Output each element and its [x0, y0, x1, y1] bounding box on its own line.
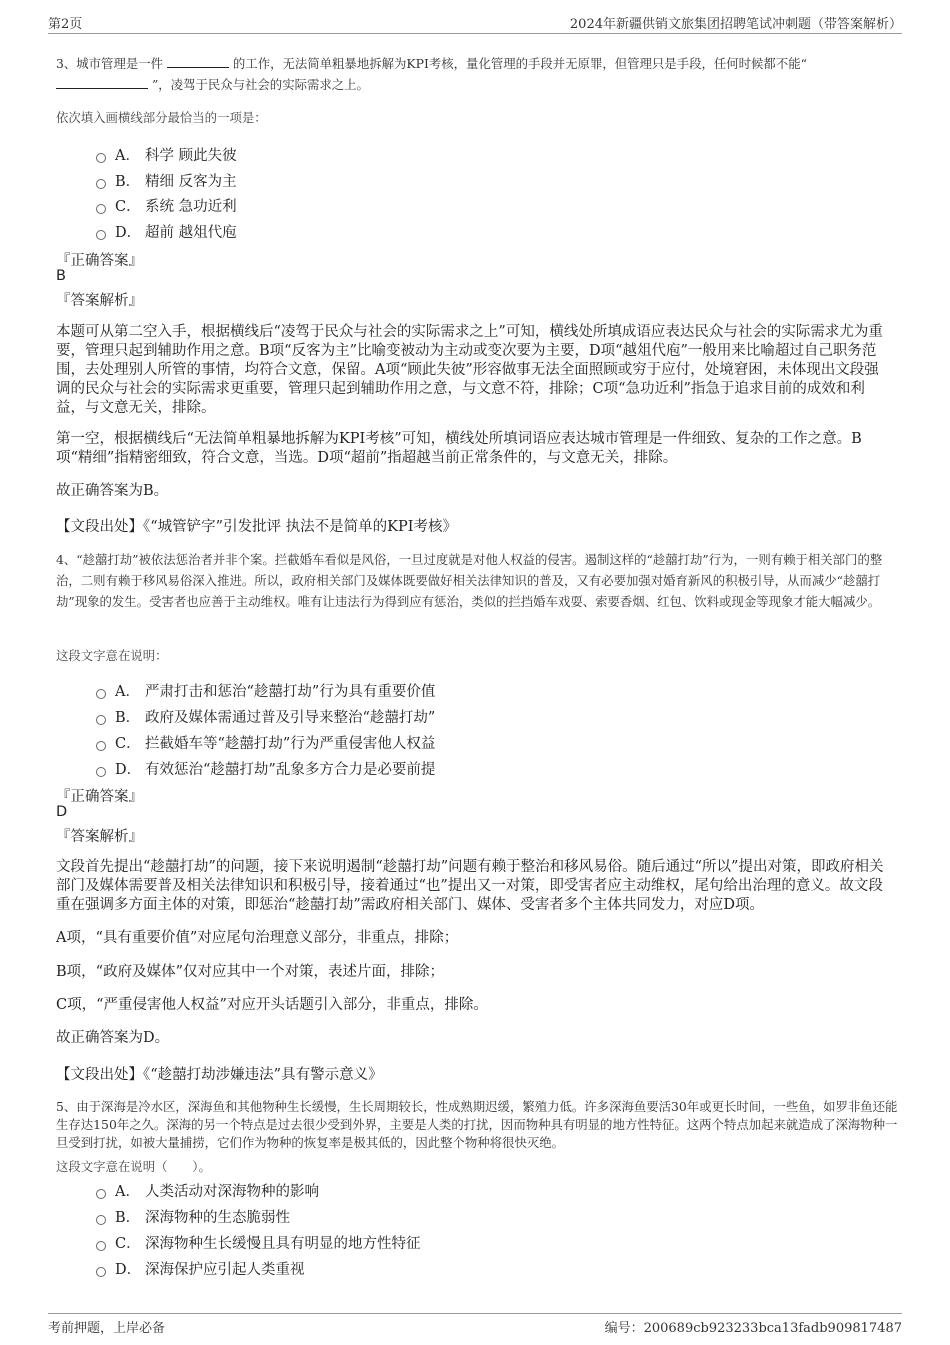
page-header	[48, 13, 902, 34]
question-4-stem: 4、“趁囍打劫”被依法惩治者并非个案。拦截婚车看似是风俗，一旦过度就是对他人权益的侵害。遏制这样的“趁囍打劫”行为，一则有赖于相关部门的整治，二则有赖于移风易俗深入推进。所以，政府相关部门及媒体既要做好相关法律知识的普及，又有必要加强对婚育新风的积极引导，从而减少“趁囍打劫”现象的发生。受害者也应善于主动维权。唯有让违法行为得到应有惩治，类似的拦挡婚车戏耍、索要香烟、红包、饮料或现金等现象才能大幅减少。	[56, 552, 883, 609]
radio-icon[interactable]	[96, 1189, 106, 1199]
q3-analysis-paragraph: 第一空，根据横线后“无法简单粗暴地拆解为KPI考核”可知，横线处所填词语应表达城市管理是一件细致、复杂的工作之意。B项“精细”指精密细致，符合文意，当选。D项“超前”指超越当前正常条件的，与文意无关，排除。	[56, 431, 862, 466]
q3-stem-part3: ”，凌驾于民众与社会的实际需求之上。	[151, 77, 369, 92]
q3-analysis-paragraph: 本题可从第二空入手，根据横线后“凌驾于民众与社会的实际需求之上”可知，横线处所填成语应表达民众与社会的实际需求尤为重要，管理只起到辅助作用之意。B项“反客为主”比喻变被动为主动或变次要为主要，D项“越俎代庖”一般用来比喻超过自己职务范围，去处理别人所管的事情，均符合文意，保留。A项“顾此失彼”形容做事无法全面照顾或穷于应付，处境窘困，未体现出文段强调的民众与社会的实际需求更重要，管理只起到辅助作用之意，与文意不符，排除；C项“急功近利”指急于追求目前的成效和利益，与文意无关，排除。	[56, 324, 883, 416]
q3-blank-2	[56, 76, 148, 89]
q4-answer: D	[56, 804, 68, 820]
q3-analysis-label: 『答案解析』	[56, 293, 143, 309]
footer-slogan: 考前押题，上岸必备	[48, 1321, 166, 1336]
q3-option-d[interactable]: D． 超前 越俎代庖	[96, 221, 237, 241]
question-3-stem	[56, 53, 901, 95]
q3-prompt: 依次填入画横线部分最恰当的一项是：	[56, 110, 267, 125]
radio-icon[interactable]	[96, 767, 106, 777]
q4-source: 【文段出处】《“趁囍打劫涉嫌违法”具有警示意义》	[56, 1067, 383, 1083]
radio-icon[interactable]	[96, 1267, 106, 1277]
q4-option-b[interactable]: B． 政府及媒体需通过普及引导来整治“趁囍打劫”	[96, 706, 435, 726]
page-number: 第2页	[48, 17, 83, 32]
q5-option-d[interactable]: D． 深海保护应引起人类重视	[96, 1258, 305, 1278]
q5-prompt: 这段文字意在说明（ ）。	[56, 1159, 211, 1174]
q4-answer-label: 『正确答案』	[56, 789, 143, 805]
q4-analysis-label: 『答案解析』	[56, 829, 143, 845]
document-id: 编号：200689cb923233bca13fadb909817487	[604, 1321, 902, 1336]
q3-blank-1	[167, 55, 229, 68]
q3-source: 【文段出处】《“城管铲字”引发批评 执法不是简单的KPI考核》	[56, 519, 457, 535]
radio-icon[interactable]	[96, 153, 106, 163]
q3-answer: B	[56, 268, 66, 284]
q4-prompt: 这段文字意在说明：	[56, 648, 168, 663]
q5-option-c[interactable]: C． 深海物种生长缓慢且具有明显的地方性特征	[96, 1232, 421, 1252]
q3-answer-label: 『正确答案』	[56, 253, 143, 269]
radio-icon[interactable]	[96, 1215, 106, 1225]
q3-stem-part1: 3、城市管理是一件	[56, 56, 164, 71]
question-5-stem: 5、由于深海是冷水区，深海鱼和其他物种生长缓慢，生长周期较长，性成熟期迟缓，繁殖力低。许多深海鱼要活30年或更长时间，一些鱼，如罗非鱼还能生存达150年之久。深海的另一个特点是过去很少受到外界，主要是人类的打扰，因而物种具有明显的地方性特征。这两个特点加起来就造成了深海物种一旦受到打扰，如被大量捕捞，它们作为物种的恢复率是极其低的，因此整个物种将很快灭绝。	[56, 1099, 898, 1150]
document-title: 2024年新疆供销文旅集团招聘笔试冲刺题（带答案解析）	[569, 17, 902, 32]
q4-analysis-paragraph: 文段首先提出“趁囍打劫”的问题，接下来说明遏制“趁囍打劫”问题有赖于整治和移风易俗。随后通过“所以”提出对策，即政府相关部门及媒体需要普及相关法律知识和积极引导，接着通过“也”提出又一对策，即受害者应主动维权，尾句给出治理的意义。故文段重在强调多方面主体的对策，即惩治“趁囍打劫”需政府相关部门、媒体、受害者多个主体共同发力，对应D项。	[56, 859, 884, 913]
q3-option-b[interactable]: B． 精细 反客为主	[96, 170, 237, 190]
radio-icon[interactable]	[96, 1241, 106, 1251]
q4-option-a[interactable]: A． 严肃打击和惩治“趁囍打劫”行为具有重要价值	[96, 680, 435, 700]
radio-icon[interactable]	[96, 715, 106, 725]
q3-conclusion: 故正确答案为B。	[56, 483, 169, 499]
page-footer	[48, 1313, 902, 1336]
radio-icon[interactable]	[96, 741, 106, 751]
q3-stem-part2: 的工作，无法简单粗暴地拆解为KPI考核，量化管理的手段并无原罪，但管理只是手段，任何时候都不能“	[232, 56, 807, 71]
q5-option-b[interactable]: B． 深海物种的生态脆弱性	[96, 1206, 290, 1226]
q4-option-d[interactable]: D． 有效惩治“趁囍打劫”乱象多方合力是必要前提	[96, 758, 435, 778]
q3-option-c[interactable]: C． 系统 急功近利	[96, 195, 237, 215]
q4-analysis-paragraph: A项，“具有重要价值”对应尾句治理意义部分，非重点，排除；	[56, 930, 459, 946]
q5-option-a[interactable]: A． 人类活动对深海物种的影响	[96, 1180, 319, 1200]
radio-icon[interactable]	[96, 204, 106, 214]
q4-analysis-paragraph: C项，“严重侵害他人权益”对应开头话题引入部分，非重点，排除。	[56, 997, 488, 1013]
q3-option-a[interactable]: A． 科学 顾此失彼	[96, 144, 237, 164]
q4-option-c[interactable]: C． 拦截婚车等“趁囍打劫”行为严重侵害他人权益	[96, 732, 435, 752]
radio-icon[interactable]	[96, 230, 106, 240]
q4-analysis-paragraph: B项，“政府及媒体”仅对应其中一个对策，表述片面，排除；	[56, 964, 444, 980]
q4-conclusion: 故正确答案为D。	[56, 1030, 170, 1046]
radio-icon[interactable]	[96, 689, 106, 699]
radio-icon[interactable]	[96, 179, 106, 189]
